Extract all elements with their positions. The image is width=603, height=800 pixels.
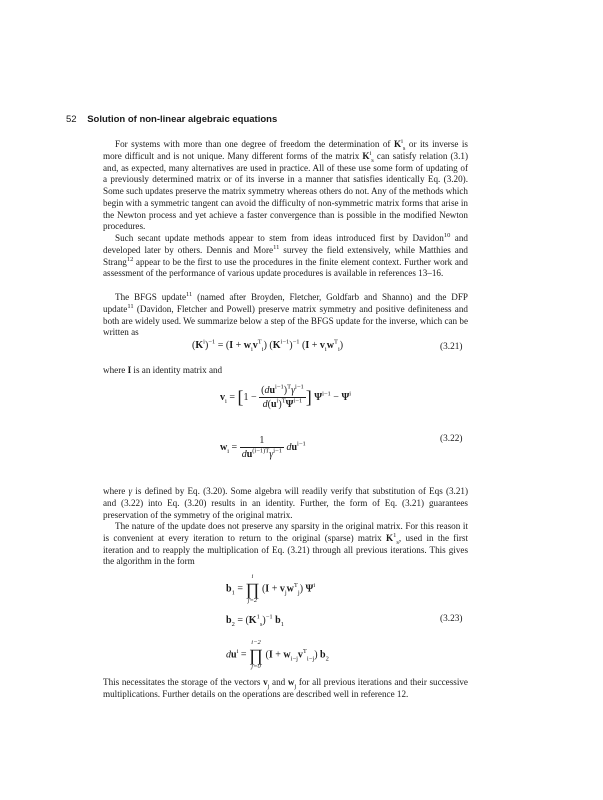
- paragraph-2: Such secant update methods appear to stem from ideas introduced first by Davidon$^{10}$ and developed later by others. Dennis and More$^{11}$ survey the field extensively, while Matthies and Strang$^{12}$ appear to be the first to use the procedures in the finite element context. Further work and assessment of the performance of various update procedures is available in references 13–16.: [103, 231, 468, 279]
- equation-number-3-23: (3.23): [440, 614, 463, 624]
- equation-3-23-du: $du^i$ = i−2 ∏ j=0 $(I + w_{i-j}v^T_{i-j})$ $b_2$: [226, 639, 329, 670]
- running-header: [66, 114, 486, 125]
- chapter-title: Solution of non-linear algebraic equations: [87, 114, 278, 125]
- equation-number-3-21: (3.21): [440, 342, 463, 352]
- equation-3-21: $(K^i)^{-1} = (I + w_iv^T_i)$ $(K^{i-1})^{-1}$ $(I + v_iw^T_i)$: [192, 338, 344, 353]
- paragraph-1: For systems with more than one degree of freedom the determination of $K^i_s$ or its inverse is more difficult and is not unique. Many different forms of the matrix $K^i_s$ can satisfy relation (3.1) and, as expected, many alternatives are used in practice. All of these use some form of updating of a previously determined matrix or of its inverse in a manner that satisfies identically Eq. (3.20). Some such updates preserve the matrix symmetry whereas others do not. Any of the methods which begin with a symmetric tangent can avoid the difficulty of non-symmetric matrix forms that arise in the Newton process and yet achieve a faster convergence than is possible in the modified Newton procedures.: [103, 137, 468, 232]
- equation-number-3-22: (3.22): [440, 434, 463, 444]
- paragraph-3: The BFGS update$^{11}$ (named after Broyden, Fletcher, Goldfarb and Shanno) and the DFP update$^{11}$ (Davidon, Fletcher and Powell) preserve matrix symmetry and positive definiteness and both are widely used. We summarize below a step of the BFGS update for the inverse, which can be written as: [103, 290, 469, 338]
- paragraph-5: The nature of the update does not preserve any sparsity in the original matrix. For this reason it is convenient at every iteration to return to the original (sparse) matrix $K^1_s$, used in the first iteration and to reapply the multiplication of Eq. (3.21) through all previous iterations. This gives the algorithm in the form: [103, 521, 468, 567]
- equation-3-23-b2: $b_2 = (K^1_s)^{-1}$ $b_1$: [226, 613, 284, 628]
- paragraph-4: where γ is defined by Eq. (3.20). Some algebra will readily verify that substitution of Eqs (3.21) and (3.22) into Eq. (3.20) results in an identity. Further, the form of Eq. (3.21) guarantees preservation of the symmetry of the original matrix.: [103, 486, 468, 520]
- equation-3-23-b1: $b_1$ = i ∏ j=2 $(I + v_jw^T_j)$ $\Psi^i$: [226, 573, 316, 604]
- page-number: 52: [66, 114, 77, 125]
- equation-3-22-v: $v_i = [1$ − $\frac{(du^{i-1})^T\gamma^{i-1}}{d(u^i)^T\Psi^{i-1}}$ ] $\Psi^{i-1} - \Psi^i$: [220, 383, 352, 410]
- equation-3-22-w: $w_i$ = $\frac{1}{du^{(i-1)T}\gamma^{i-1}}$ $du^{i-1}$: [220, 435, 306, 460]
- paragraph-2-tail: appear to be the first to use the procedures in the finite element context. Further work and assessment of the performance of various update procedures is available in references 13–16.: [103, 256, 468, 279]
- paragraph-where-identity: where I is an identity matrix and: [103, 365, 223, 375]
- paragraph-final: This necessitates the storage of the vectors $v_j$ and $w_j$ for all previous iterations and their successive multiplications. Further details on the operations are described well in reference 12.: [103, 677, 468, 699]
